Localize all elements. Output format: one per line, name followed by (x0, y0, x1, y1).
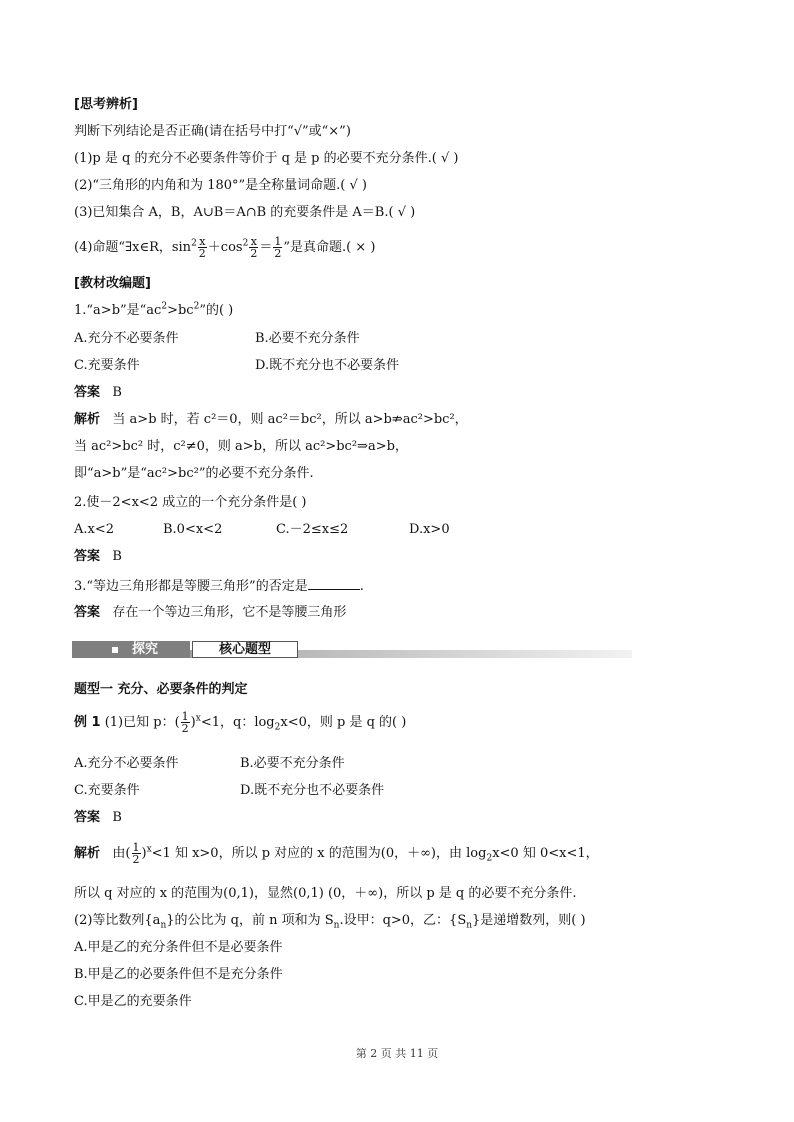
ex1-answer: 答案 B (74, 810, 122, 825)
banner-tab-explore: 探究 (72, 641, 190, 658)
page-footer: 第 2 页 共 11 页 (355, 1047, 439, 1060)
q1-jiexi-2: 当 ac²>bc² 时，c²≠0，则 a>b，所以 ac²>bc²⇒a>b， (74, 439, 408, 454)
q1-answer: 答案 B (74, 385, 122, 400)
fraction: $\frac{x}{2}$ (250, 235, 258, 260)
sikao-heading: [思考辨析] (74, 97, 138, 112)
q1-jiexi-1: 解析 当 a>b 时，若 c²＝0，则 ac²＝bc²，所以 a>b⇏ac²>bc²， (74, 412, 468, 427)
ex1-jiexi-1: 解析 由( $\frac{1}{2}$ )$^x$<1 知 x>0，所以 p 对应的 x 的范围为(0，＋∞)，由 $\log_2x<0$ 知 0<x<1， (74, 841, 599, 866)
q2-option-c: C.－2≤x≤2 (276, 522, 349, 537)
ex1-option-b: B.必要不充分条件 (240, 756, 345, 771)
q1-option-c: C.充要条件 (74, 358, 140, 373)
tixing1-heading: 题型一 充分、必要条件的判定 (74, 682, 248, 697)
ex1-option-c: C.充要条件 (74, 783, 140, 798)
q1-option-a: A.充分不必要条件 (74, 331, 179, 346)
q2-stem: 2.使－2<x<2 成立的一个充分条件是( ) (74, 495, 307, 510)
q3-answer: 答案 存在一个等边三角形，它不是等腰三角形 (74, 605, 347, 620)
q2-answer: 答案 B (74, 549, 122, 564)
sikao-item-4: (4)命题“∃x∈R，$\sin^2$ $\frac{x}{2}$ $+\cos^2$ $\frac{x}{2}$ ＝ $\frac{1}{2}$ ”是真命题.( × ) (74, 235, 376, 260)
q3-stem: 3.“等边三角形都是等腰三角形”的否定是 . (74, 579, 364, 594)
ex1-q2-option-b: B.甲是乙的必要条件但不是充分条件 (74, 967, 283, 982)
ex1-q2-stem: (2)等比数列$\{a_n\}$的公比为 q，前 n 项和为 $S_n$.设甲：q>0，乙：$\{S_n\}$是递增数列，则( ) (74, 913, 586, 931)
fraction: $\frac{1}{2}$ (181, 710, 189, 735)
q1-option-d: D.既不充分也不必要条件 (255, 358, 400, 373)
q1-option-b: B.必要不充分条件 (255, 331, 360, 346)
q2-option-b: B.0<x<2 (163, 522, 223, 537)
q1-stem: 1.“a>b”是“$ac^2>bc^2$”的( ) (74, 301, 234, 318)
square-bullet-icon (112, 647, 118, 653)
sikao-item-2: (2)“三角形的内角和为 180°”是全称量词命题.( √ ) (74, 178, 367, 193)
ex1-q2-option-c: C.甲是乙的充要条件 (74, 994, 192, 1009)
section-banner (72, 641, 632, 660)
ex1-option-d: D.既不充分也不必要条件 (240, 783, 385, 798)
fraction: $\frac{x}{2}$ (198, 235, 206, 260)
q2-option-a: A.x<2 (74, 522, 115, 537)
jiaocai-heading: [教材改编题] (74, 276, 151, 291)
sikao-intro: 判断下列结论是否正确(请在括号中打“√”或“×”) (74, 124, 351, 139)
ex1-q2-option-a: A.甲是乙的充分条件但不是必要条件 (74, 940, 283, 955)
example1-stem: 例 1 (1)已知 p：( $\frac{1}{2}$ )$^x$<1，q：$\log_2x<0$，则 p 是 q 的( ) (74, 710, 407, 735)
ex1-jiexi-2: 所以 q 对应的 x 的范围为(0,1)，显然(0,1) (0，＋∞)，所以 p 是 q 的必要不充分条件. (74, 886, 577, 901)
ex1-option-a: A.充分不必要条件 (74, 756, 179, 771)
q1-jiexi-3: 即“a>b”是“ac²>bc²”的必要不充分条件. (74, 466, 314, 481)
banner-tab-core: 核心题型 (192, 641, 298, 658)
sikao-item-3: (3)已知集合 A，B，A∪B＝A∩B 的充要条件是 A＝B.( √ ) (74, 205, 416, 220)
q2-option-d: D.x>0 (409, 522, 450, 537)
sikao-item-1: (1)p 是 q 的充分不必要条件等价于 q 是 p 的必要不充分条件.( √ ) (74, 151, 459, 166)
answer-blank (308, 577, 360, 590)
fraction: $\frac{1}{2}$ (132, 841, 140, 866)
fraction: $\frac{1}{2}$ (274, 235, 282, 260)
